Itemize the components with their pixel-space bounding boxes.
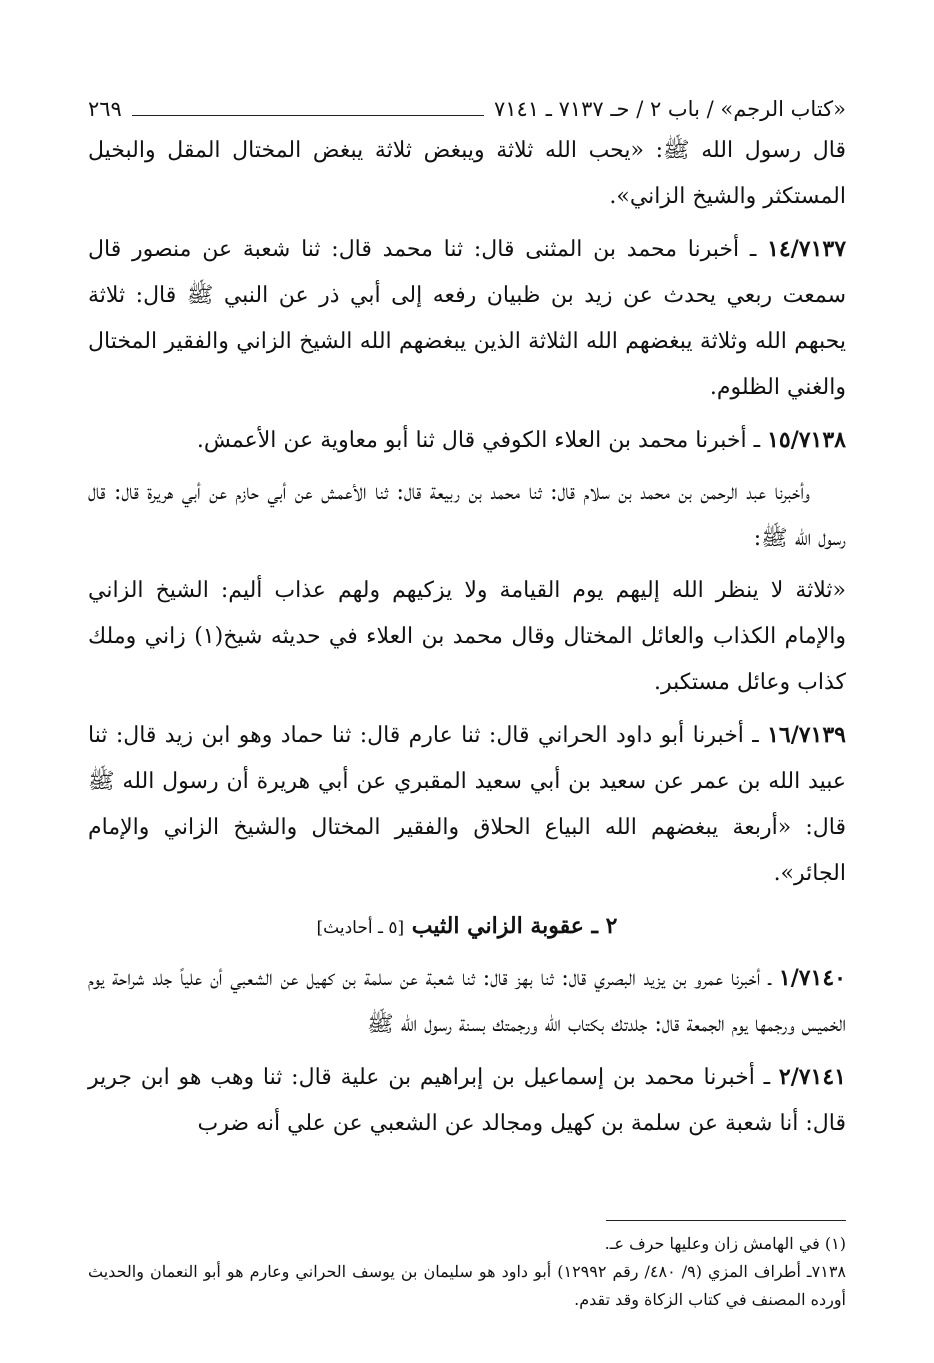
hadith-number: ١٤/٧١٣٧	[767, 236, 847, 262]
main-text	[88, 128, 846, 1147]
chapter-title: «كتاب الرجم» / باب ٢ / حـ ٧١٣٧ ـ ٧١٤١	[493, 97, 846, 121]
paragraph-text: وأخبرنا عبد الرحمن بن محمد بن سلام قال: ثنا محمد بن ربيعة قال: ثنا الأعمش عن أبي حازم عن أبي هريرة قال: قال رسول الله ﷺ:	[88, 480, 846, 551]
hadith-text: ـ أخبرنا أبو داود الحراني قال: ثنا عارم قال: ثنا حماد وهو ابن زيد قال: ثنا عبيد الله بن عمر عن سعيد بن أبي سعيد المقبري عن أبي هريرة أن رسول الله ﷺ قال: «أربعة يبغضهم الله البياع الحلاق والفقير المختال والشيخ الزاني والإمام الجائر».	[88, 723, 846, 886]
running-header	[88, 86, 846, 120]
hadith-number: ١٦/٧١٣٩	[767, 722, 846, 748]
paragraph	[88, 128, 846, 220]
section-title: ٢ ـ عقوبة الزاني الثيب	[411, 913, 618, 939]
footnote-2: ٧١٣٨ـ أطراف المزي (٩/ ٤٨٠/ رقم ١٢٩٩٢) أبو داود هو سليمان بن يوسف الحراني وعارم هو أبو النعمان والحديث أورده المصنف في كتاب الزكاة وقد تقدم.	[88, 1262, 846, 1309]
hadith-number: ١/٧١٤٠	[778, 965, 846, 991]
hadith-number: ٢/٧١٤١	[778, 1064, 846, 1090]
header-rule	[132, 115, 484, 116]
footnote-1: (١) في الهامش زان وعليها حرف عـ.	[604, 1234, 846, 1253]
section-heading	[88, 903, 846, 951]
paragraph-text: «ثلاثة لا ينظر الله إليهم يوم القيامة ولا يزكيهم ولهم عذاب أليم: الشيخ الزاني والإمام الكذاب والعائل المختال وقال محمد بن العلاء في حديثه شيخ(١) زاني وملك كذاب وعائل مستكبر.	[88, 578, 847, 695]
hadith-7139	[88, 712, 846, 897]
hadith-7140	[88, 955, 846, 1048]
hadith-7137	[88, 226, 846, 411]
footnote-rule	[606, 1220, 846, 1221]
hadith-number: ١٥/٧١٣٨	[767, 427, 846, 453]
page-number: ٢٦٩	[88, 97, 122, 121]
hadith-text: ـ أخبرنا محمد بن العلاء الكوفي قال ثنا أبو معاوية عن الأعمش.	[196, 428, 761, 453]
footnotes	[88, 1230, 846, 1314]
paragraph	[88, 568, 846, 706]
paragraph-text: قال رسول الله ﷺ: «يحب الله ثلاثة ويبغض ثلاثة يبغض المختال المقل والبخيل المستكثر والشيخ الزاني».	[88, 138, 846, 209]
paragraph	[88, 470, 846, 562]
section-count: [٥ ـ أحاديث]	[316, 918, 405, 938]
hadith-7141	[88, 1054, 846, 1147]
hadith-text: ـ أخبرنا محمد بن إسماعيل بن إبراهيم بن علية قال: ثنا وهب هو ابن جرير قال: أنا شعبة عن سلمة بن كهيل ومجالد عن الشعبي عن علي أنه ضرب	[88, 1065, 846, 1136]
hadith-7138	[88, 417, 846, 464]
hadith-text: ـ أخبرنا عمرو بن يزيد البصري قال: ثنا بهز قال: ثنا شعبة عن سلمة بن كهيل عن الشعبي أن علياً جلد شراحة يوم الخميس ورجمها يوم الجمعة قال: جلدتك بكتاب الله ورجمتك بسنة رسول الله ﷺ	[88, 966, 846, 1037]
hadith-text: ـ أخبرنا محمد بن المثنى قال: ثنا محمد قال: ثنا شعبة عن منصور قال سمعت ربعي يحدث عن زيد بن ظبيان رفعه إلى أبي ذر عن النبي ﷺ قال: ثلاثة يحبهم الله وثلاثة يبغضهم الله الثلاثة الذين يبغضهم الله الشيخ الزاني والفقير المختال والغني الظلوم.	[88, 237, 846, 400]
